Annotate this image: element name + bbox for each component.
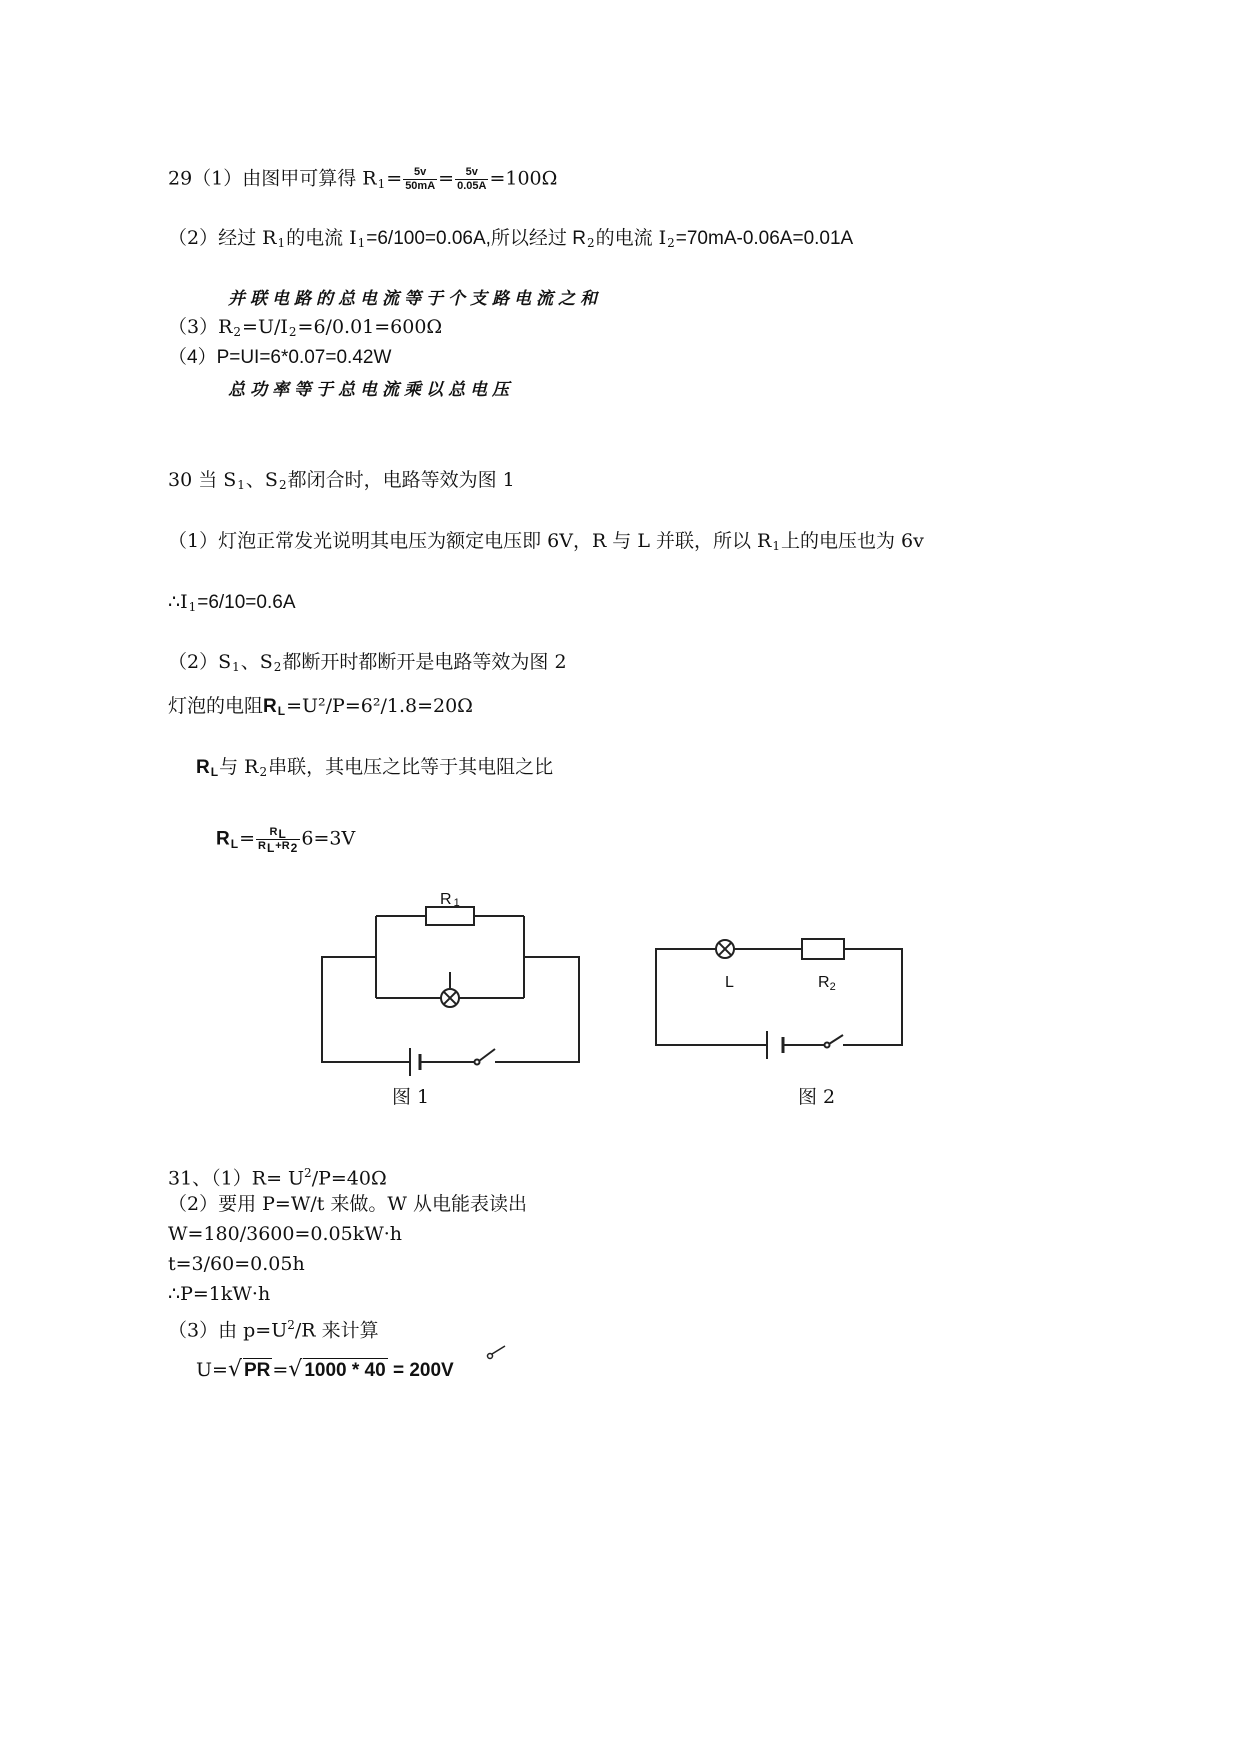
q29-line4: （4）P=UI=6*0.07=0.42W <box>168 347 392 368</box>
circuit-figure-1 <box>310 882 600 1082</box>
q31-line1: 31、$(1)R= U^2/P=40\Omega$ <box>168 1166 387 1190</box>
circuit-figure-2 <box>645 925 915 1075</box>
q29-line3: $(3)R_2=U/I_2=6/0.01=600\Omega$ <box>168 316 443 339</box>
q30-part1: （1）灯泡正常发光说明其电压为额定电压即 6V，R 与 L 并联，所以 $R_1$上的电压也为 6v <box>168 530 924 553</box>
q31-line7: U=√ PR =√ 1000 * 40 = 200V <box>196 1357 454 1382</box>
q31-line3: W=180/3600=0.05kW·h <box>168 1223 403 1245</box>
q29-line1: 29（1）由图甲可算得 $R_1=$ $\frac{5v}{50mA}$ = $\frac{5v}{0.05A}$ =100Ω <box>168 166 558 192</box>
q31-line5: ∴P=1kW·h <box>168 1283 271 1305</box>
r2-label: R2 <box>818 974 836 993</box>
q31-line4: t=3/60=0.05h <box>168 1253 305 1275</box>
circuit-2-diagram <box>645 925 915 1075</box>
circuit-1-diagram <box>310 882 600 1082</box>
radical-sign: √ <box>227 1357 242 1382</box>
q31-line6: （3）由 $p=U^2/R$ 来计算 <box>168 1318 379 1342</box>
stray-switch-mark <box>486 1343 508 1367</box>
figure-1-caption: 图 1 <box>392 1086 430 1108</box>
figure-2-caption: 图 2 <box>798 1086 836 1108</box>
q30-series-statement: $R_L$与 $R_2$串联，其电压之比等于其电阻之比 <box>196 756 554 779</box>
q29-line2: （2）经过 $R_1$的电流 $I_1=6/100=0.06A$,所以经过 $R_2$的电流 $I_2=70mA-0.06A=0.01A$ <box>168 227 854 250</box>
fraction-5v-005A: $\frac{5v}{0.05A}$ <box>457 166 487 192</box>
q30-part2: $(2)S_1$、$S_2$都断开时都断开是电路等效为图 2 <box>168 651 567 674</box>
switch-lever <box>829 1035 843 1044</box>
q29-handwritten-note-1: 并联电路的总电流等于个支路电流之和 <box>228 289 602 309</box>
q30-lamp-resistance: 灯泡的电阻$R_L=U^2/P=6^2/1.8=20\Omega$ <box>168 695 473 718</box>
circuit-1-wire-left <box>322 957 410 1062</box>
radical-sign: √ <box>288 1357 303 1382</box>
q31-line2: （2）要用 P=W/t 来做。W 从电能表读出 <box>168 1193 528 1215</box>
fraction-rl-over-rl-plus-r2: $\frac{R_L}{R_L+R_2}$ <box>256 826 300 853</box>
circuit-2-wire-left <box>656 949 767 1045</box>
switch-contact <box>825 1043 830 1048</box>
resistor-r1 <box>426 907 474 925</box>
lamp-l-label: L <box>725 974 734 991</box>
resistor-r2 <box>802 939 844 959</box>
switch-mark-icon <box>486 1343 508 1361</box>
q30-part1-current: $\therefore I_1=6/10=0.6A$ <box>168 591 296 614</box>
q30-voltage-formula: $R_L=$ $\frac{R_L}{R_L+R_2}$ 6=3V <box>216 826 356 855</box>
switch-contact <box>475 1060 480 1065</box>
fraction-5v-50mA: $\frac{5v}{50mA}$ <box>405 166 436 192</box>
switch-lever <box>479 1049 495 1061</box>
circuit-1-wire-right <box>495 957 579 1062</box>
q30-heading: 30 当 $S_1$、$S_2$都闭合时，电路等效为图 1 <box>168 469 515 492</box>
q29-handwritten-note-2: 总功率等于总电流乘以总电压 <box>228 380 514 400</box>
circuit-2-wire-right <box>843 949 902 1045</box>
r1-label: R 1 <box>440 891 460 909</box>
